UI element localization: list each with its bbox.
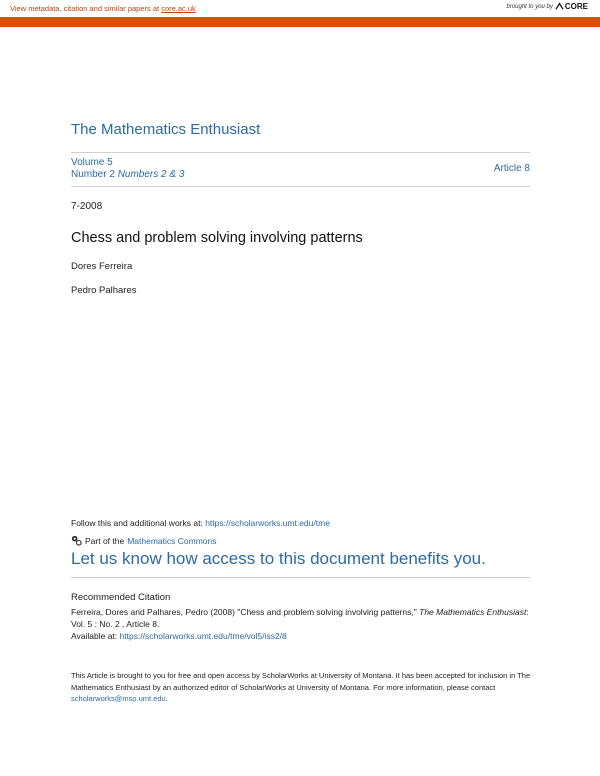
divider-bottom — [71, 186, 530, 187]
author-1: Dores Ferreira — [71, 261, 133, 272]
article-title: Chess and problem solving involving patterns — [71, 230, 363, 246]
follow-link[interactable]: https://scholarworks.umt.edu/tme — [205, 518, 330, 528]
number-link[interactable]: Number 2 Numbers 2 & 3 — [71, 169, 185, 180]
core-link[interactable]: core.ac.uk — [161, 4, 196, 13]
divider-citation — [71, 577, 530, 578]
core-logo-icon — [555, 2, 564, 11]
core-logo[interactable]: CORE — [555, 2, 588, 11]
publication-date: 7-2008 — [71, 201, 103, 212]
contact-email-link[interactable]: scholarworks@mso.umt.edu — [71, 694, 166, 703]
article-number[interactable]: Article 8 — [493, 163, 530, 174]
citation-heading: Recommended Citation — [71, 592, 171, 603]
volume-info — [71, 157, 184, 181]
citation-body: Ferreira, Dores and Palhares, Pedro (2008) "Chess and problem solving involving patterns," The Mathematics Enthusiast: Vol. 5 : No. 2 , Article 8. Available at: https://scholarworks.umt.edu/tme/vol5/iss2/8 — [71, 606, 531, 642]
available-at: Available at: https://scholarworks.umt.edu/tme/vol5/iss2/8 — [71, 631, 287, 641]
core-metadata-text: View metadata, citation and similar papers at core.ac.uk — [10, 4, 196, 13]
journal-title[interactable]: The Mathematics Enthusiast — [71, 121, 261, 138]
let-us-know-link[interactable]: Let us know how access to this document benefits you. — [71, 549, 486, 568]
author-2: Pedro Palhares — [71, 285, 137, 296]
mathematics-commons-link[interactable]: Mathematics Commons — [127, 535, 217, 546]
provided-by-text: provided by University of Montana — [504, 35, 588, 41]
follow-line: Follow this and additional works at: https://scholarworks.umt.edu/tme — [71, 518, 330, 528]
footer-notice: This Article is brought to you for free and open access by ScholarWorks at University of Montana. It has been accepted for inclusion in The Mathematics Enthusiast by an authorized editor of ScholarWorks at University of Montana. For more information, please contact scholarworks@mso.umt.edu. — [71, 671, 531, 703]
divider-top — [71, 152, 530, 153]
volume-link[interactable]: Volume 5 — [71, 157, 113, 168]
bepress-network-icon — [71, 535, 82, 546]
core-brand: brought to you by CORE — [506, 2, 588, 11]
available-url-link[interactable]: https://scholarworks.umt.edu/tme/vol5/iss2/8 — [119, 631, 287, 641]
part-of-line: Part of the Mathematics Commons — [71, 535, 217, 546]
core-provided-strip — [0, 17, 600, 41]
